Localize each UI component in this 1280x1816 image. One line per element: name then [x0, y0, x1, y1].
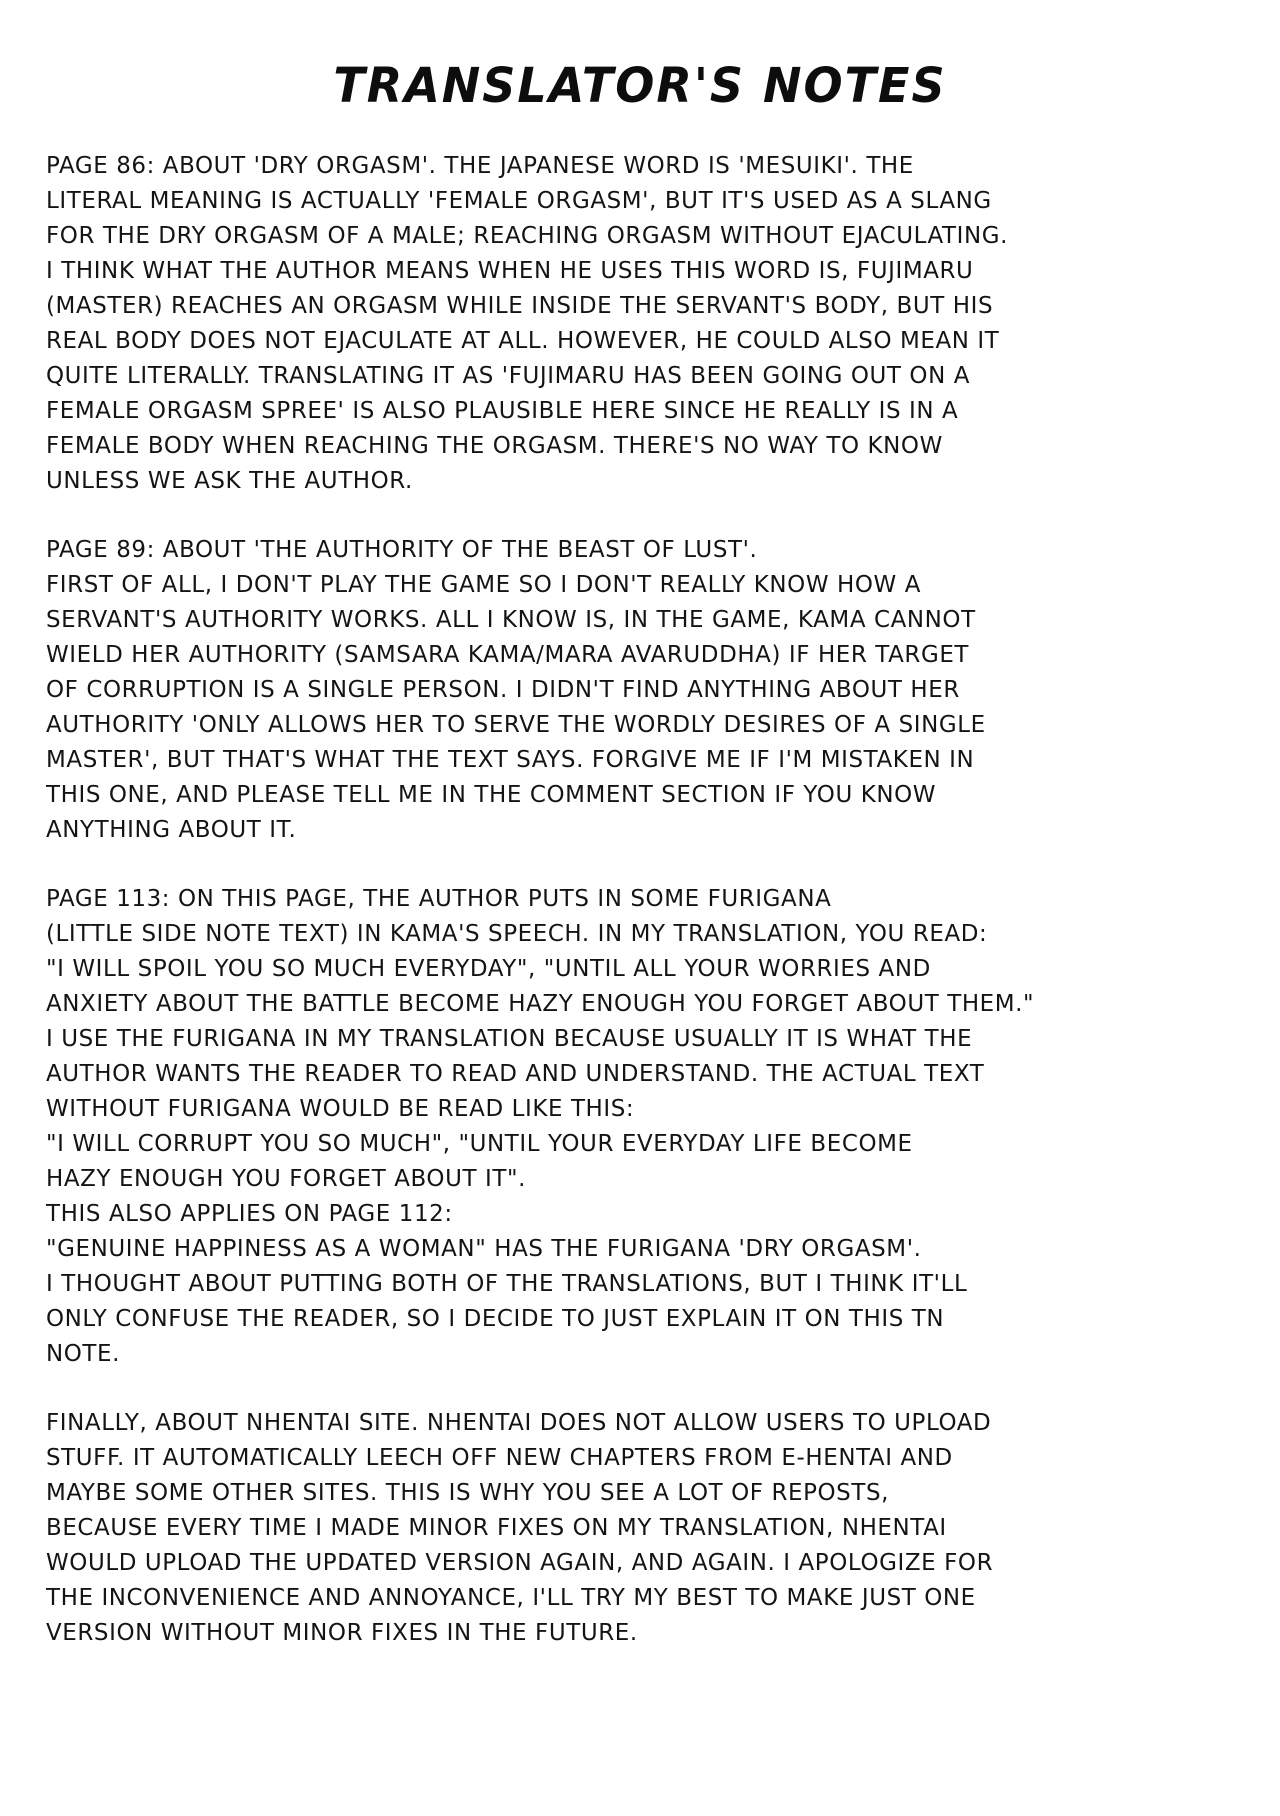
- note-line: SERVANT'S AUTHORITY WORKS. ALL I KNOW IS, IN THE GAME, KAMA CANNOT: [46, 605, 976, 633]
- note-line: FEMALE BODY WHEN REACHING THE ORGASM. THERE'S NO WAY TO KNOW: [46, 431, 943, 459]
- note-line: MAYBE SOME OTHER SITES. THIS IS WHY YOU SEE A LOT OF REPOSTS,: [46, 1478, 889, 1506]
- note-line: WITHOUT FURIGANA WOULD BE READ LIKE THIS:: [46, 1094, 635, 1122]
- note-line: AUTHORITY 'ONLY ALLOWS HER TO SERVE THE WORDLY DESIRES OF A SINGLE: [46, 710, 986, 738]
- note-line: "I WILL CORRUPT YOU SO MUCH", "UNTIL YOUR EVERYDAY LIFE BECOME: [46, 1129, 913, 1157]
- note-paragraph-1: [46, 148, 1246, 498]
- note-line: (LITTLE SIDE NOTE TEXT) IN KAMA'S SPEECH. IN MY TRANSLATION, YOU READ:: [46, 919, 988, 947]
- note-line: THE INCONVENIENCE AND ANNOYANCE, I'LL TRY MY BEST TO MAKE JUST ONE: [46, 1583, 976, 1611]
- note-line: (MASTER) REACHES AN ORGASM WHILE INSIDE THE SERVANT'S BODY, BUT HIS: [46, 291, 994, 319]
- note-line: I THOUGHT ABOUT PUTTING BOTH OF THE TRANSLATIONS, BUT I THINK IT'LL: [46, 1269, 968, 1297]
- note-paragraph-4: [46, 1405, 1246, 1650]
- note-line: UNLESS WE ASK THE AUTHOR.: [46, 466, 413, 494]
- note-line: ANYTHING ABOUT IT.: [46, 815, 297, 843]
- note-line: "I WILL SPOIL YOU SO MUCH EVERYDAY", "UNTIL ALL YOUR WORRIES AND: [46, 954, 931, 982]
- note-paragraph-3: [46, 881, 1246, 1371]
- notes-body: [46, 148, 1246, 1684]
- note-line: FEMALE ORGASM SPREE' IS ALSO PLAUSIBLE HERE SINCE HE REALLY IS IN A: [46, 396, 959, 424]
- note-line: ONLY CONFUSE THE READER, SO I DECIDE TO JUST EXPLAIN IT ON THIS TN: [46, 1304, 945, 1332]
- note-line: WIELD HER AUTHORITY (SAMSARA KAMA/MARA AVARUDDHA) IF HER TARGET: [46, 640, 970, 668]
- note-line: THIS ALSO APPLIES ON PAGE 112:: [46, 1199, 453, 1227]
- note-line: ANXIETY ABOUT THE BATTLE BECOME HAZY ENOUGH YOU FORGET ABOUT THEM.": [46, 989, 1035, 1017]
- note-line: QUITE LITERALLY. TRANSLATING IT AS 'FUJIMARU HAS BEEN GOING OUT ON A: [46, 361, 971, 389]
- note-line: LITERAL MEANING IS ACTUALLY 'FEMALE ORGASM', BUT IT'S USED AS A SLANG: [46, 186, 992, 214]
- note-line: REAL BODY DOES NOT EJACULATE AT ALL. HOWEVER, HE COULD ALSO MEAN IT: [46, 326, 1000, 354]
- note-line: I USE THE FURIGANA IN MY TRANSLATION BECAUSE USUALLY IT IS WHAT THE: [46, 1024, 973, 1052]
- note-line: WOULD UPLOAD THE UPDATED VERSION AGAIN, AND AGAIN. I APOLOGIZE FOR: [46, 1548, 994, 1576]
- note-line: STUFF. IT AUTOMATICALLY LEECH OFF NEW CHAPTERS FROM E-HENTAI AND: [46, 1443, 953, 1471]
- note-line: NOTE.: [46, 1339, 121, 1367]
- note-line: PAGE 113: ON THIS PAGE, THE AUTHOR PUTS IN SOME FURIGANA: [46, 884, 832, 912]
- note-line: FOR THE DRY ORGASM OF A MALE; REACHING ORGASM WITHOUT EJACULATING.: [46, 221, 1009, 249]
- note-line: "GENUINE HAPPINESS AS A WOMAN" HAS THE FURIGANA 'DRY ORGASM'.: [46, 1234, 922, 1262]
- note-line: MASTER', BUT THAT'S WHAT THE TEXT SAYS. FORGIVE ME IF I'M MISTAKEN IN: [46, 745, 975, 773]
- note-line: I THINK WHAT THE AUTHOR MEANS WHEN HE USES THIS WORD IS, FUJIMARU: [46, 256, 974, 284]
- note-line: PAGE 89: ABOUT 'THE AUTHORITY OF THE BEAST OF LUST'.: [46, 535, 758, 563]
- note-line: BECAUSE EVERY TIME I MADE MINOR FIXES ON MY TRANSLATION, NHENTAI: [46, 1513, 947, 1541]
- note-line: OF CORRUPTION IS A SINGLE PERSON. I DIDN'T FIND ANYTHING ABOUT HER: [46, 675, 960, 703]
- note-line: AUTHOR WANTS THE READER TO READ AND UNDERSTAND. THE ACTUAL TEXT: [46, 1059, 985, 1087]
- note-line: FINALLY, ABOUT NHENTAI SITE. NHENTAI DOES NOT ALLOW USERS TO UPLOAD: [46, 1408, 992, 1436]
- note-paragraph-2: [46, 532, 1246, 847]
- page-title: TRANSLATOR'S NOTES: [333, 56, 947, 114]
- note-line: HAZY ENOUGH YOU FORGET ABOUT IT".: [46, 1164, 526, 1192]
- note-line: THIS ONE, AND PLEASE TELL ME IN THE COMMENT SECTION IF YOU KNOW: [46, 780, 937, 808]
- note-line: FIRST OF ALL, I DON'T PLAY THE GAME SO I DON'T REALLY KNOW HOW A: [46, 570, 921, 598]
- note-line: VERSION WITHOUT MINOR FIXES IN THE FUTURE.: [46, 1618, 638, 1646]
- note-line: PAGE 86: ABOUT 'DRY ORGASM'. THE JAPANESE WORD IS 'MESUIKI'. THE: [46, 151, 914, 179]
